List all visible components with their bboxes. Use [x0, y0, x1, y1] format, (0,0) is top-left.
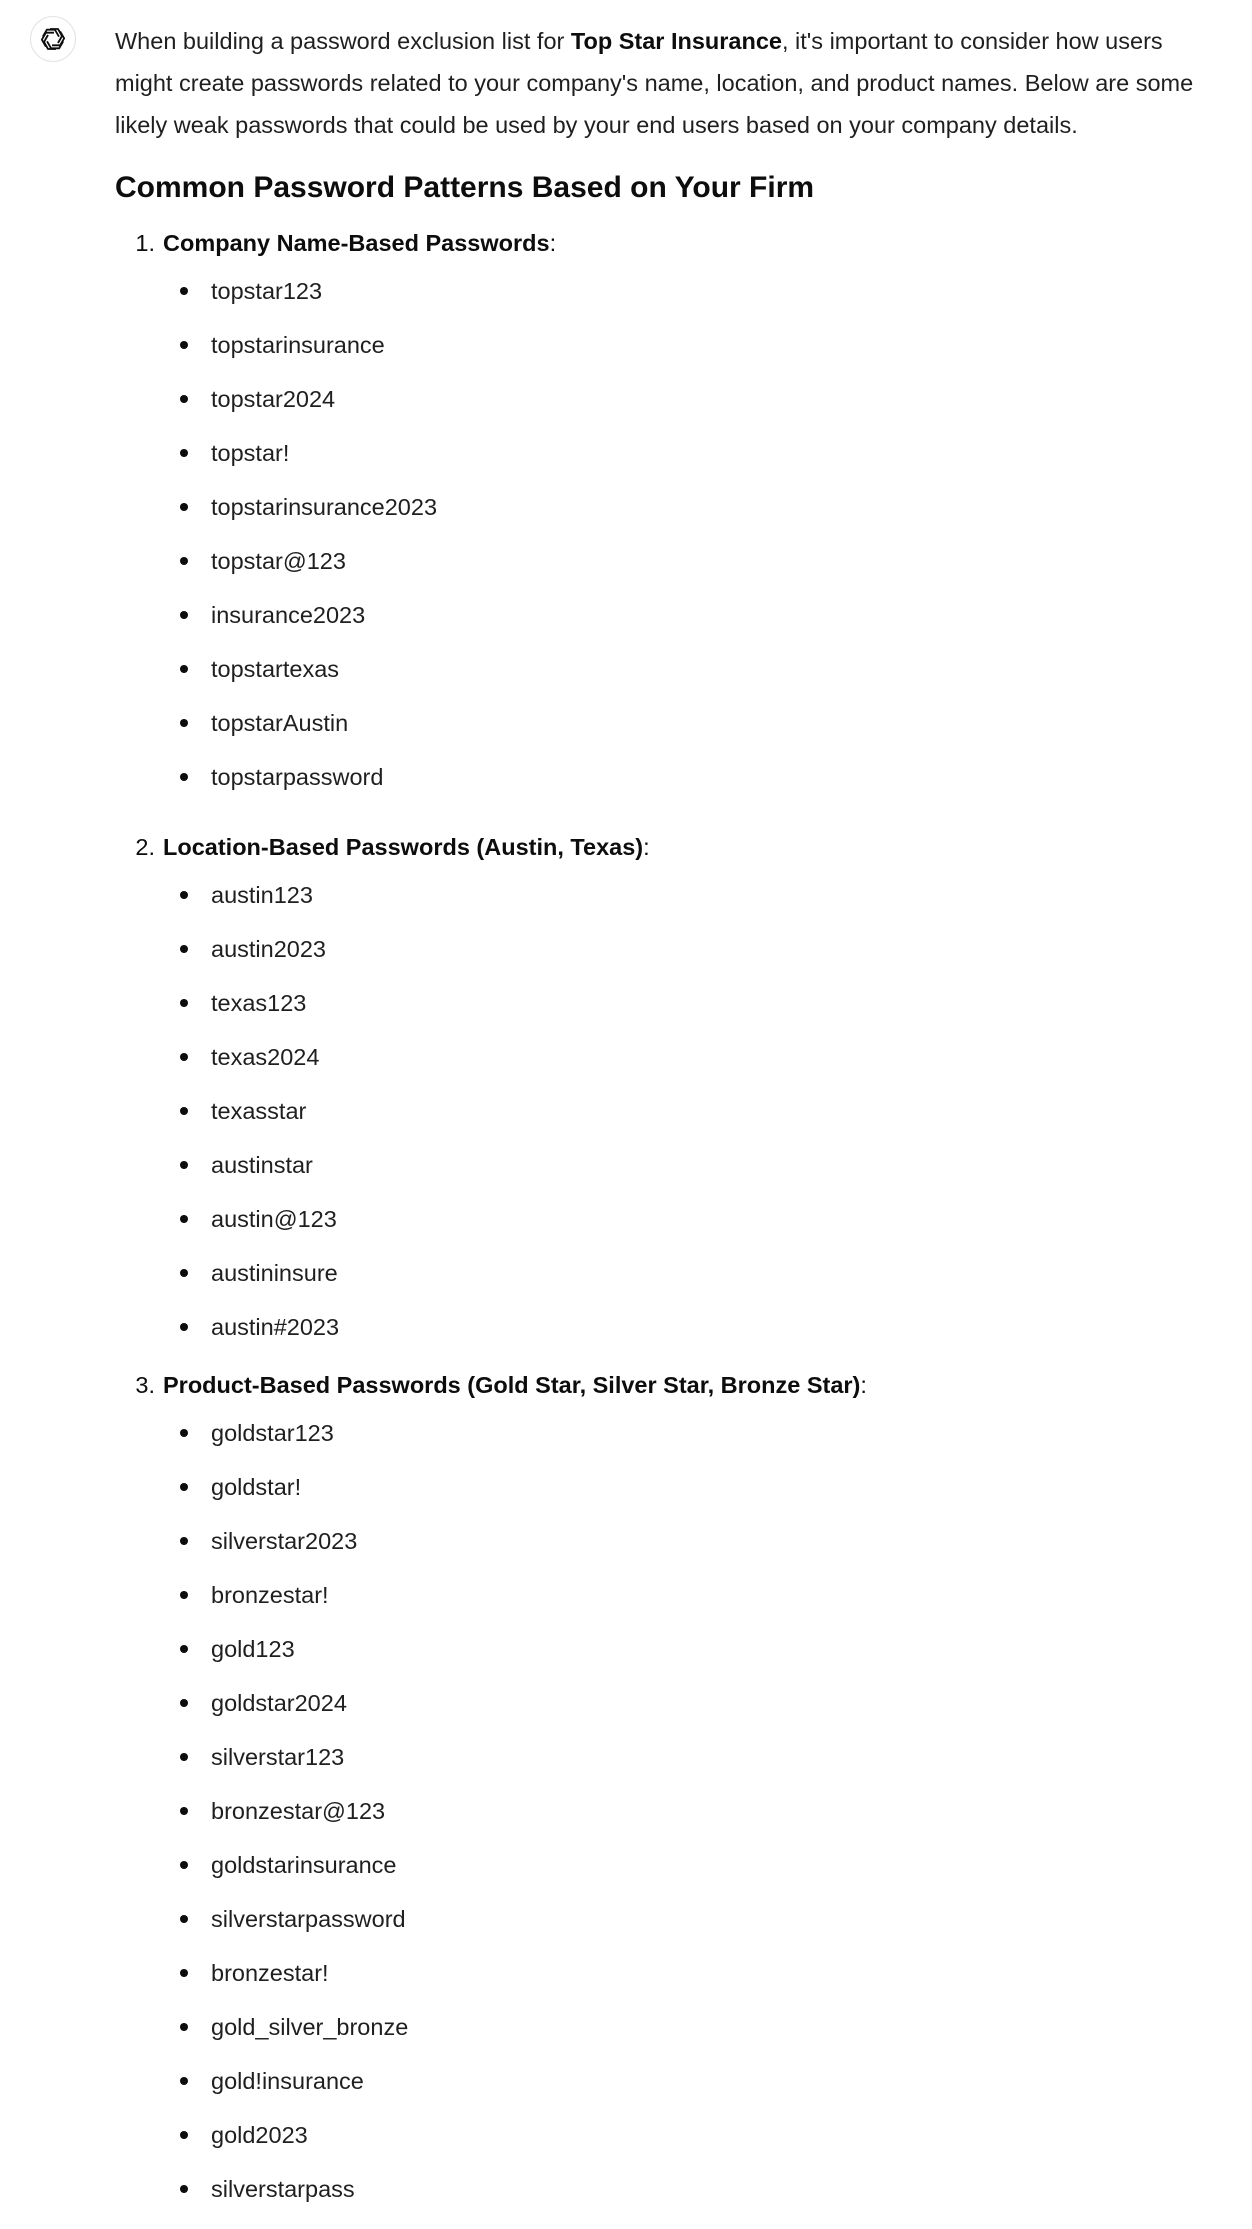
list-item: topstarinsurance — [211, 330, 1195, 384]
list-item: bronzestar@123 — [211, 1796, 1195, 1850]
password-list — [163, 880, 1195, 1366]
list-item: topstarpassword — [211, 762, 1195, 816]
group-title-label: Location-Based Passwords (Austin, Texas) — [163, 834, 644, 860]
list-item: topstarAustin — [211, 708, 1195, 762]
group-title-label: Product-Based Passwords (Gold Star, Silver Star, Bronze Star) — [163, 1372, 861, 1398]
list-item: austin@123 — [211, 1204, 1195, 1258]
list-item: austininsure — [211, 1258, 1195, 1312]
group-title-label: Company Name-Based Passwords — [163, 230, 550, 256]
list-number: 2. — [135, 834, 155, 860]
list-item: goldstar! — [211, 1472, 1195, 1526]
list-item: gold!insurance — [211, 2066, 1195, 2120]
group-title-suffix: : — [860, 1372, 867, 1398]
intro-paragraph — [115, 20, 1195, 146]
group-title — [135, 222, 1195, 264]
password-group-company — [115, 222, 1195, 816]
list-number: 3. — [135, 1372, 155, 1398]
list-item: silverstarpassword — [211, 1904, 1195, 1958]
group-title — [135, 826, 1195, 868]
list-item: silverstar2023 — [211, 1526, 1195, 1580]
list-item: goldstar123 — [211, 1418, 1195, 1472]
list-item: topstar2024 — [211, 384, 1195, 438]
list-item: austin2023 — [211, 934, 1195, 988]
list-item: austinstar — [211, 1150, 1195, 1204]
list-item: goldstar2024 — [211, 1688, 1195, 1742]
list-item: topstar@123 — [211, 546, 1195, 600]
list-item: topstarinsurance2023 — [211, 492, 1195, 546]
list-item: texasstar — [211, 1096, 1195, 1150]
password-list — [163, 276, 1195, 816]
intro-text-after: , it's important to consider how users might create passwords related to your company's name, location, and product names. Below are some likely weak passwords that could be used by your end users based on your company details. — [115, 28, 1194, 138]
list-item: bronzestar! — [211, 1958, 1195, 2012]
list-item: austin123 — [211, 880, 1195, 934]
intro-text-before: When building a password exclusion list for — [115, 28, 571, 54]
list-item: silverstar123 — [211, 1742, 1195, 1796]
password-group-product — [115, 1364, 1195, 2228]
list-item: goldstarinsurance — [211, 1850, 1195, 1904]
group-title-suffix: : — [549, 230, 557, 256]
list-number: 1. — [135, 230, 155, 256]
list-item: topstartexas — [211, 654, 1195, 708]
password-groups-list — [115, 222, 1195, 2228]
list-item: austin#2023 — [211, 1312, 1195, 1366]
group-title-suffix: : — [643, 834, 650, 860]
list-item: bronzestar! — [211, 1580, 1195, 1634]
list-item: gold_silver_bronze — [211, 2012, 1195, 2066]
assistant-message — [115, 20, 1195, 2228]
company-name: Top Star Insurance — [570, 28, 782, 54]
list-item: gold123 — [211, 1634, 1195, 1688]
list-item: silverstarpass — [211, 2174, 1195, 2228]
list-item: texas2024 — [211, 1042, 1195, 1096]
assistant-avatar — [30, 16, 76, 62]
list-item: topstar! — [211, 438, 1195, 492]
list-item: texas123 — [211, 988, 1195, 1042]
list-item: gold2023 — [211, 2120, 1195, 2174]
openai-logo-icon — [39, 25, 67, 53]
list-item: insurance2023 — [211, 600, 1195, 654]
section-heading: Common Password Patterns Based on Your Firm — [115, 171, 815, 204]
password-list — [163, 1418, 1195, 2228]
password-group-location — [115, 826, 1195, 1366]
list-item: topstar123 — [211, 276, 1195, 330]
group-title — [135, 1364, 1195, 1406]
